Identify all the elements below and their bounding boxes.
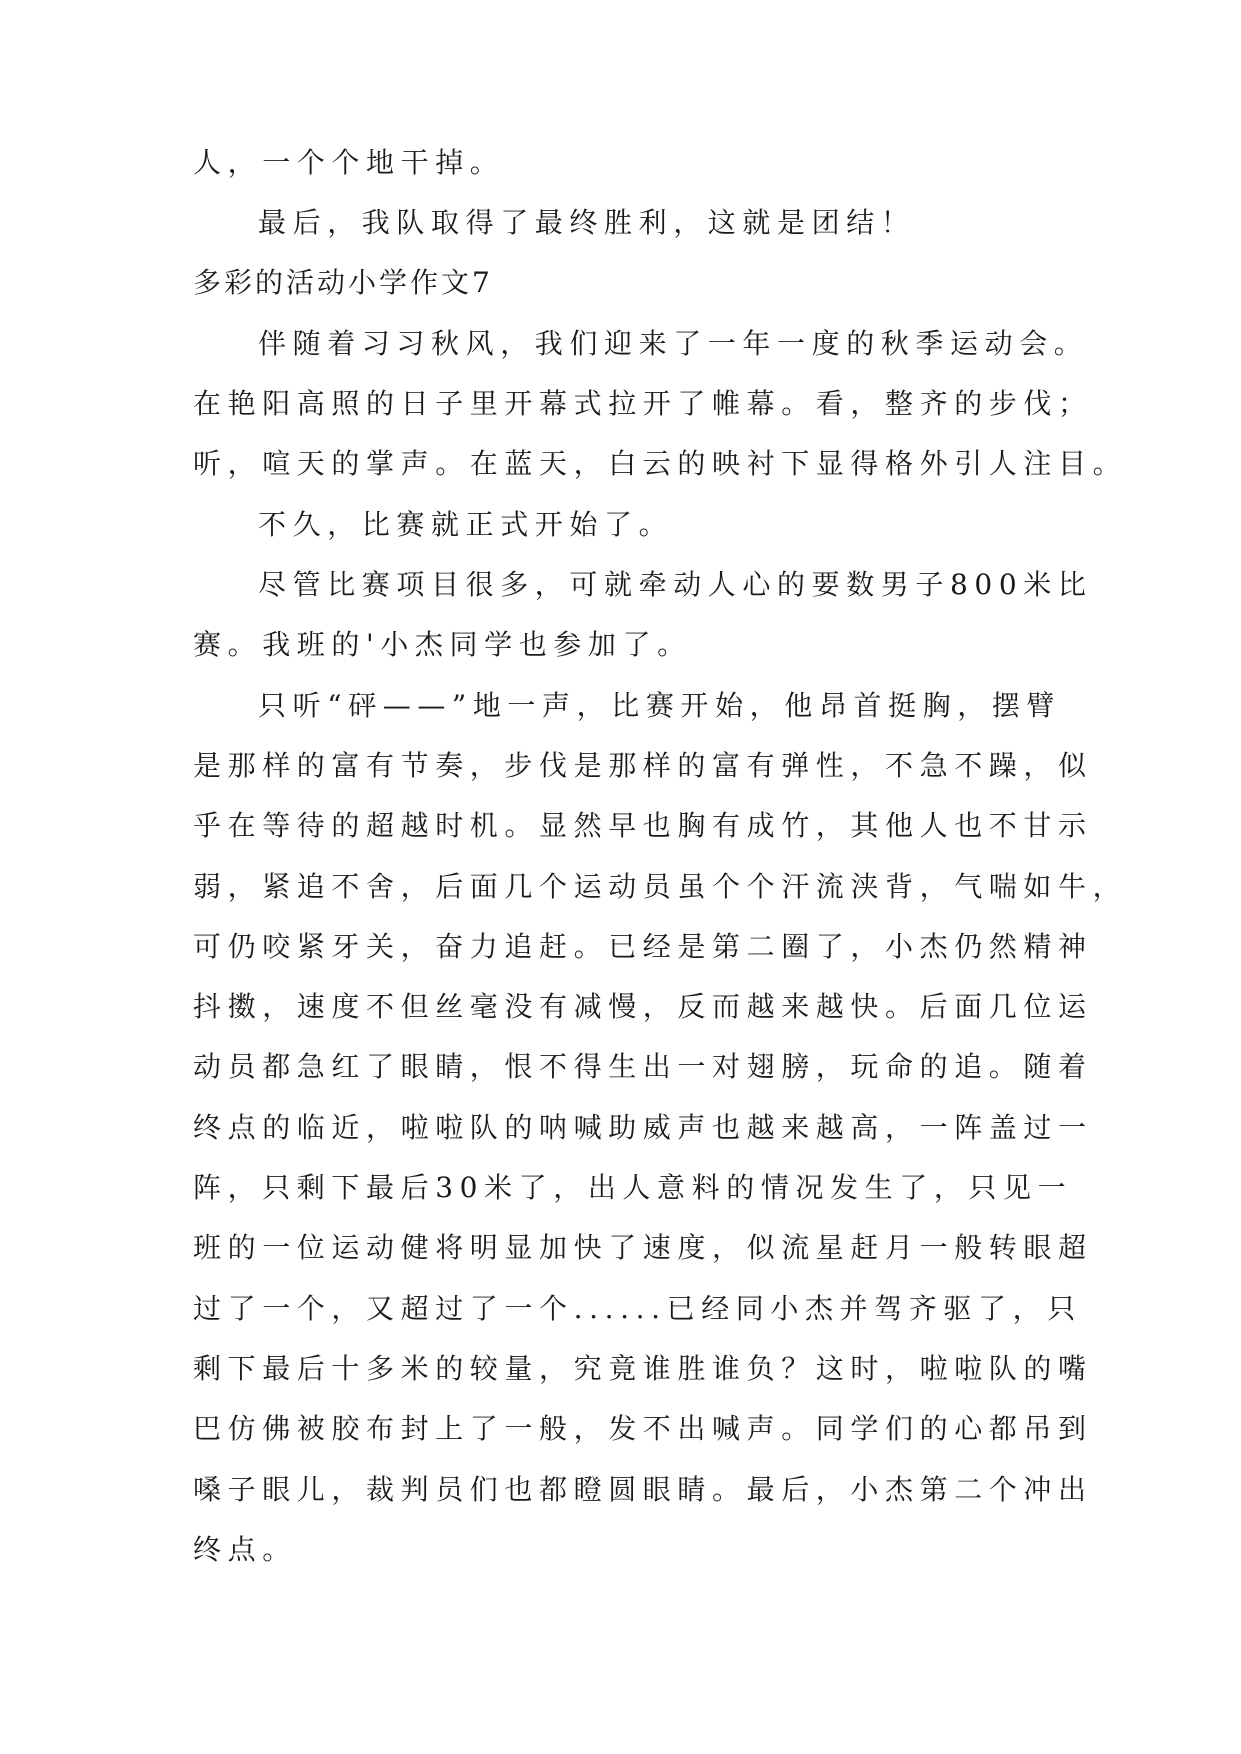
paragraph-2-line-1: 不久，比赛就正式开始了。 (258, 508, 674, 541)
paragraph-4-line-15: 终点。 (193, 1533, 297, 1566)
paragraph-4-line-7: 动员都急红了眼睛，恨不得生出一对翅膀，玩命的追。随着 (193, 1050, 1093, 1083)
paragraph-4-line-2: 是那样的富有节奏，步伐是那样的富有弹性，不急不躁，似 (193, 749, 1093, 782)
paragraph-4-line-4: 弱，紧追不舍，后面几个运动员虽个个汗流浃背，气喘如牛， (193, 870, 1128, 903)
paragraph-1-line-3: 听，喧天的掌声。在蓝天，白云的映衬下显得格外引人注目。 (193, 447, 1128, 480)
conclusion-line: 最后，我队取得了最终胜利，这就是团结！ (258, 206, 916, 239)
paragraph-4-line-11: 过了一个，又超过了一个......已经同小杰并驾齐驱了，只 (193, 1292, 1082, 1325)
paragraph-1-line-2: 在艳阳高照的日子里开幕式拉开了帷幕。看，整齐的步伐； (193, 387, 1093, 420)
paragraph-4-line-6: 抖擞，速度不但丝毫没有减慢，反而越来越快。后面几位运 (193, 990, 1093, 1023)
paragraph-4-line-1: 只听“砰——”地一声，比赛开始，他昂首挺胸，摆臂 (258, 689, 1062, 722)
paragraph-1-line-1: 伴随着习习秋风，我们迎来了一年一度的秋季运动会。 (258, 327, 1089, 360)
paragraph-4-line-10: 班的一位运动健将明显加快了速度，似流星赶月一般转眼超 (193, 1231, 1093, 1264)
paragraph-4-line-3: 乎在等待的超越时机。显然早也胸有成竹，其他人也不甘示 (193, 809, 1093, 842)
continuation-line: 人，一个个地干掉。 (193, 146, 505, 179)
paragraph-4-line-13: 巴仿佛被胶布封上了一般，发不出喊声。同学们的心都吊到 (193, 1412, 1093, 1445)
paragraph-4-line-5: 可仍咬紧牙关，奋力追赶。已经是第二圈了，小杰仍然精神 (193, 930, 1093, 963)
paragraph-4-line-12: 剩下最后十多米的较量，究竟谁胜谁负？这时，啦啦队的嘴 (193, 1352, 1093, 1385)
section-heading: 多彩的活动小学作文7 (193, 266, 493, 299)
paragraph-4-line-14: 嗓子眼儿，裁判员们也都瞪圆眼睛。最后，小杰第二个冲出 (193, 1473, 1093, 1506)
paragraph-4-line-8: 终点的临近，啦啦队的呐喊助威声也越来越高，一阵盖过一 (193, 1111, 1093, 1144)
paragraph-3-line-1: 尽管比赛项目很多，可就牵动人心的要数男子800米比 (258, 568, 1093, 601)
paragraph-3-line-2: 赛。我班的'小杰同学也参加了。 (193, 628, 692, 661)
paragraph-4-line-9: 阵，只剩下最后30米了，出人意料的情况发生了，只见一 (193, 1171, 1073, 1204)
